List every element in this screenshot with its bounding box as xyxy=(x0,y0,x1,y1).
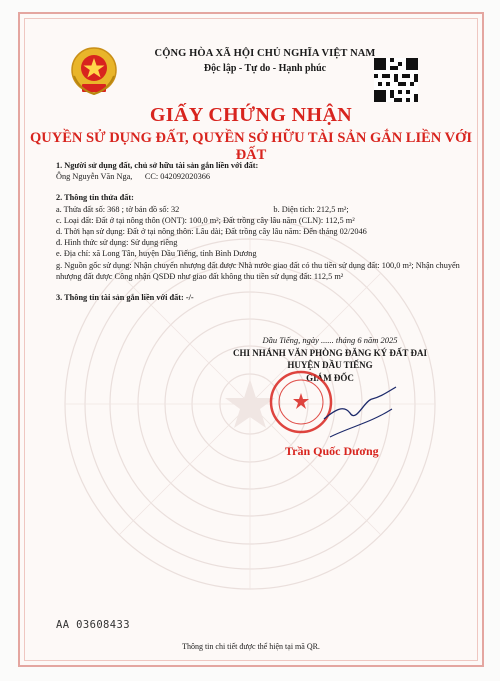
usage-origin: g. Nguồn gốc sử dụng: Nhận chuyển nhượng đất được Nhà nước giao đất có thu tiền sử dụng đất: 100,0 m²; Nhận chuyển nhượng đất được Công nhận QSDĐ như giao đất không thu tiền sử dụng đất: 112,5 m² xyxy=(56,260,460,281)
parcel-address: e. Địa chỉ: xã Long Tân, huyện Dầu Tiếng, tỉnh Bình Dương xyxy=(56,249,257,259)
qr-footer-note: Thông tin chi tiết được thể hiện tại mã QR. xyxy=(182,642,320,651)
certificate-sheet xyxy=(18,12,484,667)
certificate-body xyxy=(56,158,466,303)
office-line2: HUYỆN DẦU TIẾNG xyxy=(287,360,373,370)
usage-term: d. Thời hạn sử dụng: Đất ở tại nông thôn: Lâu dài; Đất trồng cây lâu năm: Đến tháng 02/2046 xyxy=(56,227,367,237)
signer-name: Trần Quốc Dương xyxy=(285,444,379,458)
section1-heading: 1. Người sử dụng đất, chủ sở hữu tài sản gắn liền với đất: xyxy=(56,161,259,170)
signer-role: GIÁM ĐỐC xyxy=(306,372,354,383)
usage-form: đ. Hình thức sử dụng: Sử dụng riêng xyxy=(56,238,178,248)
certificate-title xyxy=(20,104,482,164)
country-name: CỘNG HÒA XÃ HỘI CHỦ NGHĨA VIỆT NAM xyxy=(154,48,376,59)
parcel-area: b. Diện tích: 212,5 m²; xyxy=(273,204,349,214)
signing-date: Dầu Tiếng, ngày ...... tháng 6 năm 2025 xyxy=(262,335,398,345)
owner-row xyxy=(56,171,466,182)
office-line1: CHI NHÁNH VĂN PHÒNG ĐĂNG KÝ ĐẤT ĐAI xyxy=(233,347,427,358)
parcel-row xyxy=(56,204,466,215)
owner-name: Ông Nguyễn Văn Nga, xyxy=(56,172,133,182)
parcel-number: a. Thửa đất số: 368 ; tờ bản đồ số: 32 xyxy=(56,204,180,214)
motto: Độc lập - Tự do - Hạnh phúc xyxy=(203,63,327,74)
title-line2: QUYỀN SỬ DỤNG ĐẤT, QUYỀN SỞ HỮU TÀI SẢN GẮN LIỀN VỚI ĐẤT xyxy=(29,130,473,163)
land-type: c. Loại đất: Đất ở tại nông thôn (ONT): 100,0 m²; Đất trồng cây lâu năm (CLN): 112,5 m² xyxy=(56,215,355,225)
owner-id: CC: 042092020366 xyxy=(144,172,211,182)
title-line1: GIẤY CHỨNG NHẬN xyxy=(149,104,353,126)
section2-heading: 2. Thông tin thửa đất: xyxy=(56,193,134,203)
handwritten-signature xyxy=(320,379,400,449)
serial-number: AA 03608433 xyxy=(56,619,130,631)
section3-heading: 3. Thông tin tài sản gắn liền với đất: -/- xyxy=(56,293,194,303)
national-header xyxy=(110,48,420,74)
